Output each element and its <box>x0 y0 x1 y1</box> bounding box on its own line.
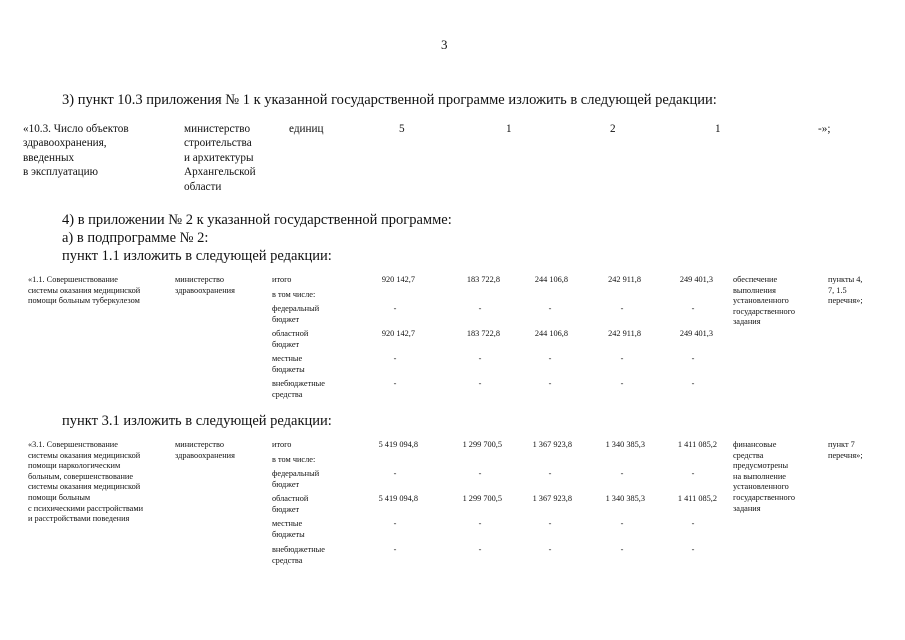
funding-value: - <box>478 354 482 363</box>
indicator-name: «10.3. Число объектов здравоохранения, введенных в эксплуатацию <box>23 123 129 179</box>
funding-value: 244 106,8 <box>534 329 568 338</box>
funding-value: 242 911,8 <box>608 329 641 338</box>
measure-name: «3.1. Совершенствование системы оказания медицинской помощи наркологическим больным, совершенствование системы оказания медицинской помощи больным с психическими расстройствами и расстройствами поведения <box>28 440 144 524</box>
funding-value: - <box>478 545 482 554</box>
funding-value: 920 142,7 <box>381 329 415 338</box>
section-3-heading: 3) пункт 10.3 приложения № 1 к указанной государственной программе изложить в следующей редакции: <box>62 92 717 108</box>
funding-value: - <box>548 519 552 528</box>
funding-value: 920 142,7 <box>381 275 415 284</box>
funding-value: - <box>548 469 552 478</box>
funding-value: - <box>393 379 397 388</box>
indicator-end: -»; <box>818 123 831 135</box>
funding-source-label: внебюджетные средства <box>272 379 325 399</box>
funding-value: 249 401,3 <box>679 275 713 284</box>
funding-value: - <box>548 379 552 388</box>
funding-value: - <box>393 354 397 363</box>
funding-value: - <box>620 469 624 478</box>
funding-value: - <box>478 304 482 313</box>
funding-value: 1 299 700,5 <box>462 440 502 449</box>
funding-value: 249 401,3 <box>679 329 713 338</box>
funding-source-label: федеральный бюджет <box>272 469 320 489</box>
funding-value: 1 340 385,3 <box>605 440 645 449</box>
indicator-value: 1 <box>715 123 721 135</box>
expected-result: обеспечение выполнения установленного государственного задания <box>733 275 796 327</box>
funding-value: - <box>691 354 695 363</box>
section-4-line: пункт 1.1 изложить в следующей редакции: <box>62 248 332 264</box>
funding-source-label: внебюджетные средства <box>272 545 325 565</box>
indicator-reference: пункты 4, 7, 1.5 перечня»; <box>828 275 863 306</box>
funding-value: 1 299 700,5 <box>462 494 502 503</box>
funding-source-label: в том числе: <box>272 455 316 464</box>
section-4-line: 4) в приложении № 2 к указанной государственной программе: <box>62 212 452 228</box>
funding-value: - <box>393 304 397 313</box>
funding-value: 1 411 085,2 <box>677 440 717 449</box>
expected-result: финансовые средства предусмотрены на выполнение установленного государственного задания <box>733 440 796 513</box>
funding-source-label: местные бюджеты <box>272 354 305 374</box>
funding-value: 1 367 923,8 <box>532 494 572 503</box>
indicator-reference: пункт 7 перечня»; <box>828 440 863 460</box>
funding-value: 183 722,8 <box>466 275 500 284</box>
funding-value: - <box>548 545 552 554</box>
funding-value: 1 367 923,8 <box>532 440 572 449</box>
measure-executor: министерство здравоохранения <box>175 275 235 295</box>
indicator-value: 1 <box>506 123 512 135</box>
funding-value: - <box>691 379 695 388</box>
funding-value: - <box>620 379 624 388</box>
funding-value: - <box>620 304 624 313</box>
funding-value: 242 911,8 <box>608 275 641 284</box>
section-4-line: а) в подпрограмме № 2: <box>62 230 209 246</box>
funding-value: 1 340 385,3 <box>605 494 645 503</box>
funding-value: 183 722,8 <box>466 329 500 338</box>
funding-value: - <box>620 519 624 528</box>
funding-source-label: местные бюджеты <box>272 519 305 539</box>
funding-source-label: в том числе: <box>272 290 316 299</box>
page-number: 3 <box>441 37 448 52</box>
funding-value: - <box>548 304 552 313</box>
indicator-unit: единиц <box>289 123 324 135</box>
funding-source-label: итого <box>272 440 292 449</box>
section-p31-heading: пункт 3.1 изложить в следующей редакции: <box>62 413 332 429</box>
indicator-value: 2 <box>610 123 616 135</box>
funding-value: - <box>393 469 397 478</box>
funding-value: 5 419 094,8 <box>378 440 418 449</box>
funding-value: - <box>691 304 695 313</box>
funding-value: - <box>478 519 482 528</box>
indicator-executor: министерство строительства и архитектуры Архангельской области <box>184 123 256 193</box>
funding-value: - <box>393 545 397 554</box>
funding-source-label: областной бюджет <box>272 329 309 349</box>
funding-value: - <box>620 354 624 363</box>
measure-executor: министерство здравоохранения <box>175 440 235 460</box>
measure-name: «1.1. Совершенствование системы оказания медицинской помощи больным туберкулезом <box>28 275 141 306</box>
funding-value: - <box>478 379 482 388</box>
funding-value: - <box>691 545 695 554</box>
funding-source-label: областной бюджет <box>272 494 309 514</box>
funding-source-label: итого <box>272 275 292 284</box>
funding-value: 1 411 085,2 <box>677 494 717 503</box>
funding-value: - <box>478 469 482 478</box>
indicator-value: 5 <box>399 123 405 135</box>
funding-value: 5 419 094,8 <box>378 494 418 503</box>
funding-value: - <box>548 354 552 363</box>
funding-value: - <box>393 519 397 528</box>
funding-value: 244 106,8 <box>534 275 568 284</box>
funding-value: - <box>691 519 695 528</box>
funding-value: - <box>691 469 695 478</box>
funding-value: - <box>620 545 624 554</box>
funding-source-label: федеральный бюджет <box>272 304 320 324</box>
